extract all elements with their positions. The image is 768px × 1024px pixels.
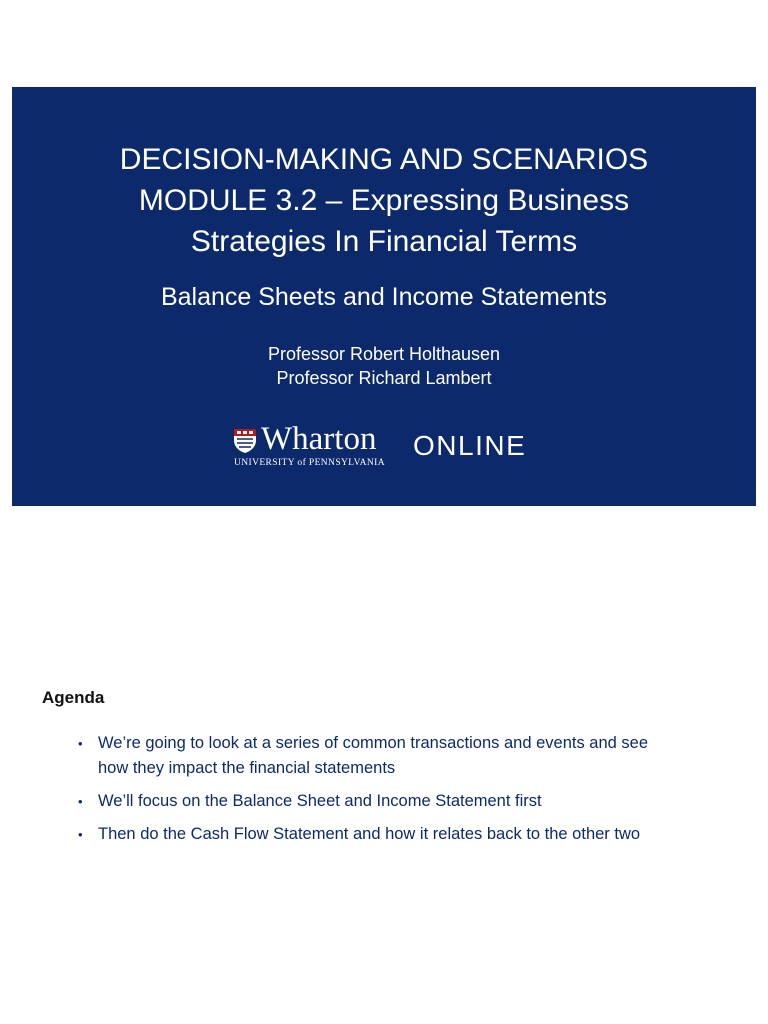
agenda-list bbox=[78, 731, 678, 855]
list-item: • We’re going to look at a series of common transactions and events and see how they impact the financial statements bbox=[78, 731, 678, 781]
title-line-2: MODULE 3.2 – Expressing Business bbox=[138, 184, 630, 217]
professor-name: Professor Robert Holthausen bbox=[267, 344, 501, 364]
list-item: • Then do the Cash Flow Statement and how it relates back to the other two bbox=[78, 822, 678, 847]
title-line-1: DECISION-MAKING AND SCENARIOS bbox=[119, 143, 649, 176]
subtitle: Balance Sheets and Income Statements bbox=[160, 283, 608, 311]
list-item: • We’ll focus on the Balance Sheet and Income Statement first bbox=[78, 789, 678, 814]
professor-name: Professor Richard Lambert bbox=[276, 368, 492, 388]
main-title bbox=[12, 139, 756, 262]
title-slide bbox=[12, 87, 756, 506]
online-label: ONLINE bbox=[413, 430, 527, 461]
title-line-3: Strategies In Financial Terms bbox=[190, 225, 578, 258]
professor-list bbox=[12, 342, 756, 390]
penn-shield-icon bbox=[233, 428, 257, 454]
wharton-wordmark: Wharton bbox=[261, 421, 377, 457]
agenda-heading: Agenda bbox=[42, 688, 105, 707]
university-name: UNIVERSITY of PENNSYLVANIA bbox=[234, 458, 385, 468]
wharton-online-logo bbox=[233, 421, 543, 471]
